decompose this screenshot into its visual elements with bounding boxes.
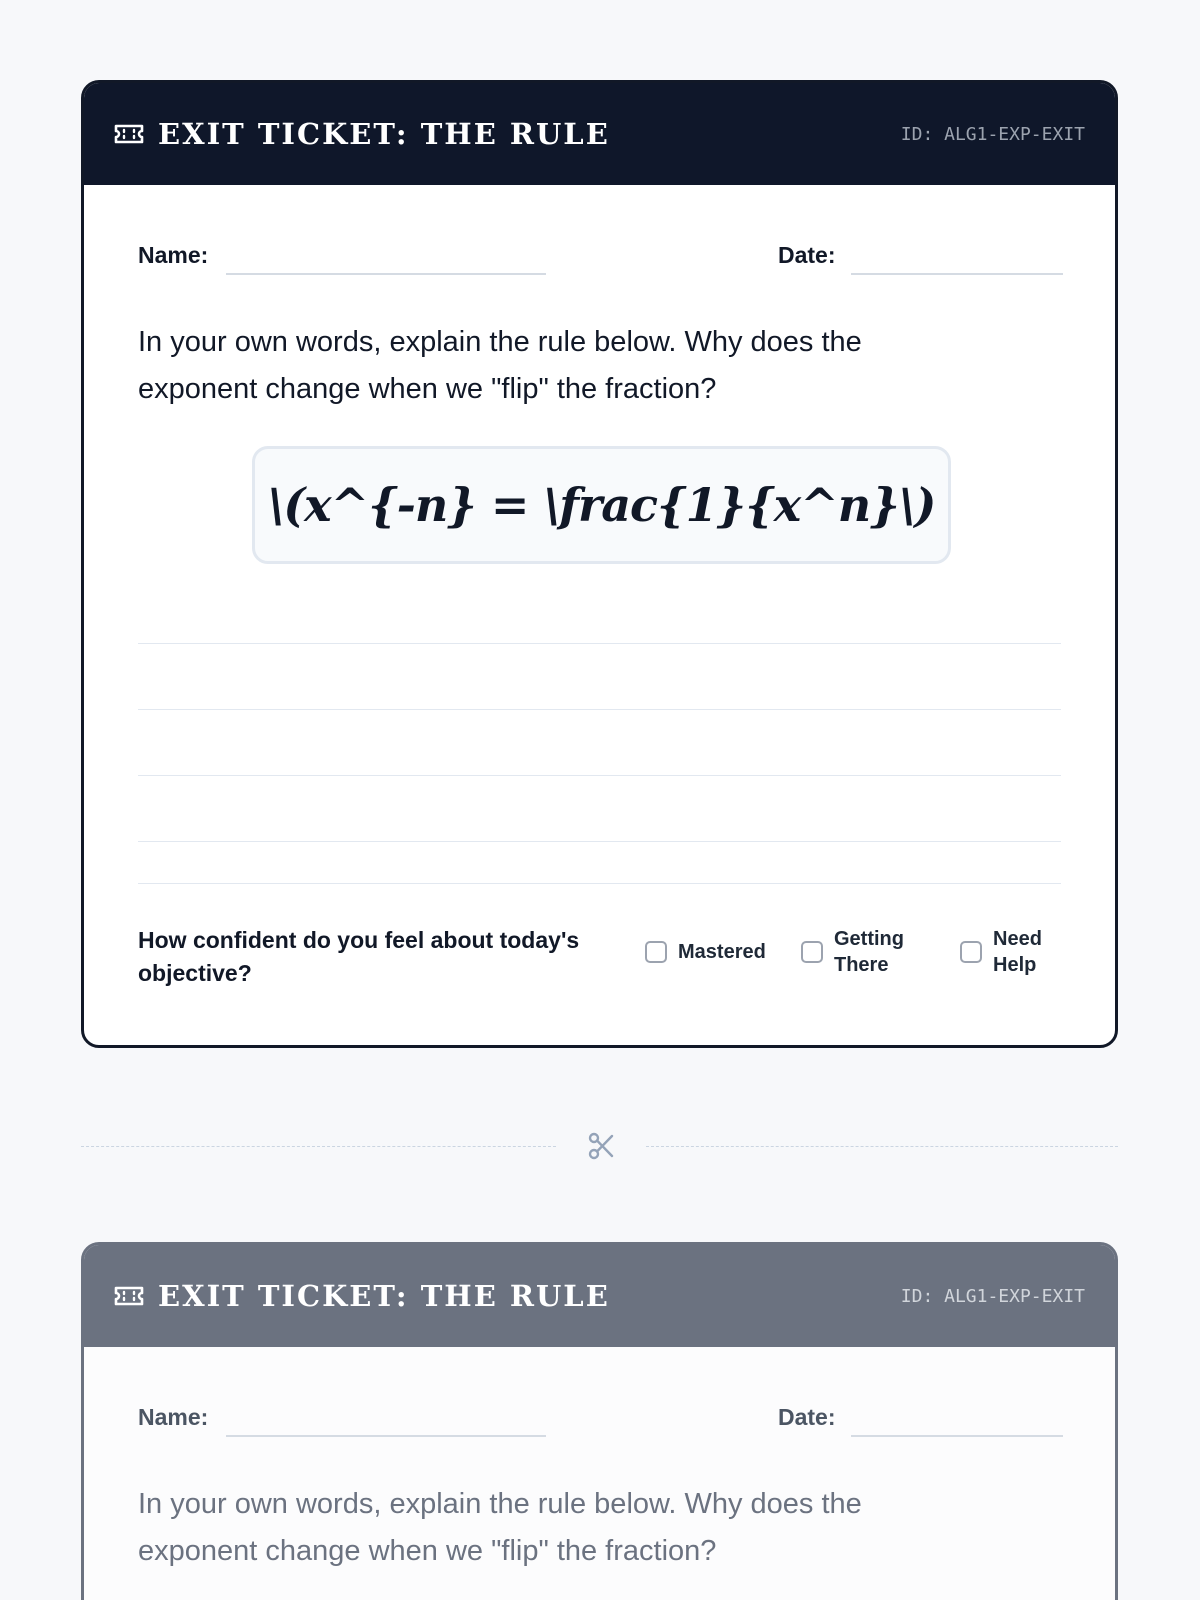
answer-line[interactable] [138, 710, 1061, 776]
confidence-question: How confident do you feel about today's objective? [138, 927, 580, 986]
checkbox-need-help[interactable] [960, 941, 982, 963]
rule-formula: \(x^{-n} = \frac{1}{x^n}\) [267, 478, 936, 532]
rule-box [252, 446, 951, 564]
name-label: Name: [138, 1404, 209, 1430]
answer-line[interactable] [138, 776, 1061, 842]
ticket-title: EXIT TICKET: THE RULE [158, 1279, 610, 1313]
ticket-header [84, 83, 1115, 185]
date-label: Date: [778, 242, 836, 268]
exit-ticket-2 [81, 1242, 1118, 1600]
date-label: Date: [778, 1404, 836, 1430]
option-label: Need Help [993, 928, 1042, 976]
name-label: Name: [138, 242, 209, 268]
answer-line[interactable] [138, 578, 1061, 644]
ticket-id: ID: ALG1-EXP-EXIT [900, 123, 1085, 145]
ticket-id: ID: ALG1-EXP-EXIT [900, 1285, 1085, 1307]
ticket-title: EXIT TICKET: THE RULE [158, 117, 610, 151]
cut-dash-right [646, 1146, 1118, 1147]
date-field[interactable] [851, 1435, 1063, 1437]
ticket-body [84, 1347, 1115, 1575]
option-need-help[interactable] [960, 926, 1053, 978]
ticket-body [84, 185, 1115, 1034]
ticket-title-group [113, 1279, 610, 1313]
name-date-row [138, 1347, 1061, 1435]
question-prompt: In your own words, explain the rule below. Why does the exponent change when we "flip" the fraction? [138, 326, 862, 405]
answer-line[interactable] [138, 842, 1061, 884]
option-label: Mastered [678, 941, 766, 963]
cut-dash-left [81, 1146, 556, 1147]
checkbox-getting-there[interactable] [801, 941, 823, 963]
name-field[interactable] [226, 273, 546, 275]
option-getting-there[interactable] [801, 926, 924, 978]
exit-ticket-1 [81, 80, 1118, 1048]
date-field[interactable] [851, 273, 1063, 275]
checkbox-mastered[interactable] [645, 941, 667, 963]
question-prompt: In your own words, explain the rule below. Why does the exponent change when we "flip" the fraction? [138, 1488, 862, 1567]
ticket-icon [113, 1285, 145, 1307]
name-field[interactable] [226, 1435, 546, 1437]
scissors-icon [585, 1130, 617, 1162]
confidence-row [138, 884, 1061, 1034]
ticket-title-group [113, 117, 610, 151]
answer-area[interactable] [138, 578, 1061, 884]
option-label: Getting There [834, 928, 904, 976]
option-mastered[interactable] [645, 939, 766, 965]
ticket-icon [113, 123, 145, 145]
ticket-header [84, 1245, 1115, 1347]
answer-line[interactable] [138, 644, 1061, 710]
name-date-row [138, 185, 1061, 273]
